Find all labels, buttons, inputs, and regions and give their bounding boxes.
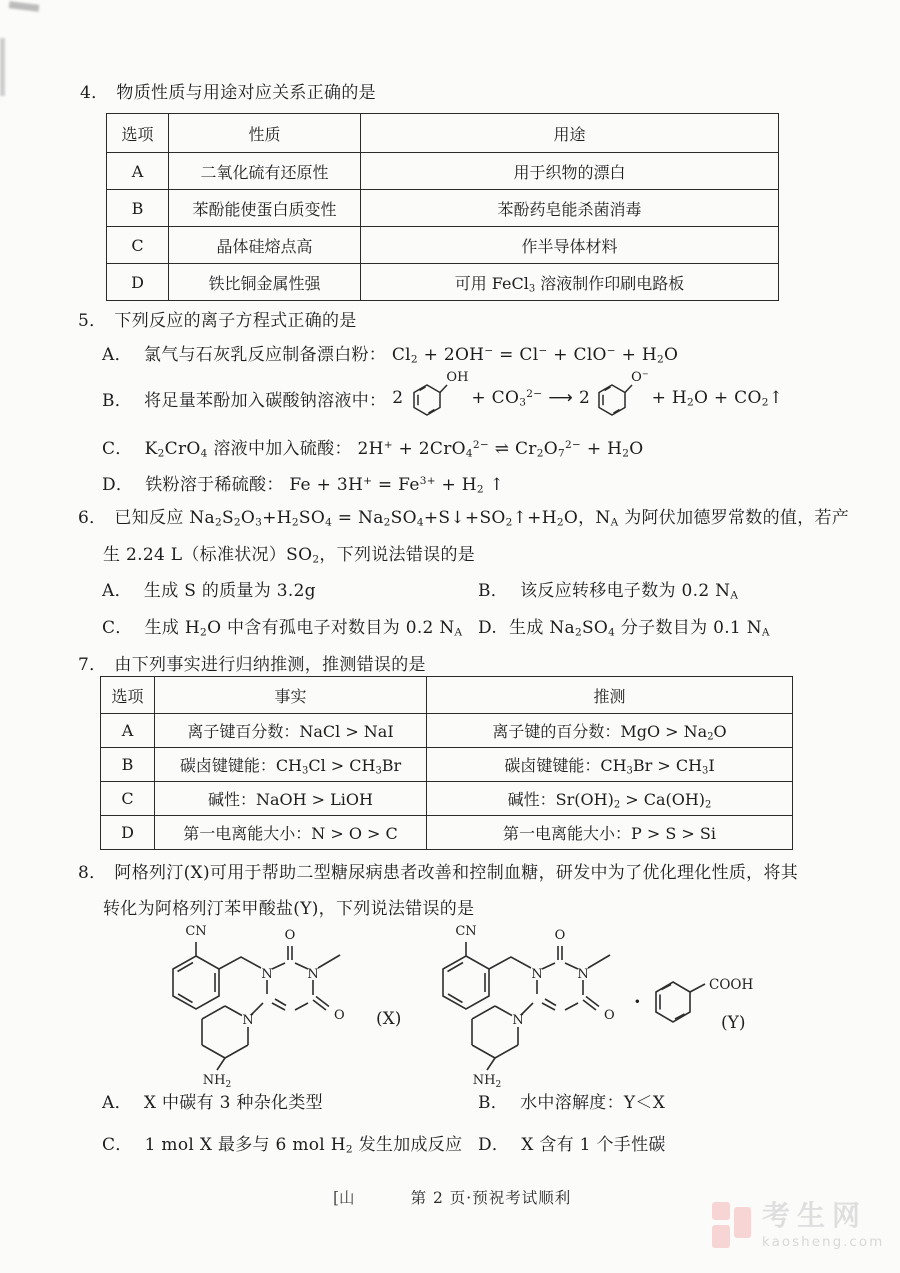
watermark-brand: 考生网 (762, 1199, 868, 1232)
option-label: C． (102, 1135, 133, 1155)
cell-fact: 第一电离能大小：N > O > C (155, 816, 427, 850)
molecule-y-structure (428, 918, 763, 1090)
question-text: 阿格列汀(X)可用于帮助二型糖尿病患者改善和控制血糖，研发中为了优化理化性质，将其 (114, 863, 799, 883)
molecule-x-label: (X) (376, 1009, 402, 1029)
option-label: D. (478, 618, 498, 638)
benzene-ring-icon (591, 374, 633, 422)
q5-option-c (102, 434, 643, 459)
q8-options-row2 (102, 1130, 666, 1155)
table-row (101, 782, 793, 816)
phenol-structure (406, 370, 470, 422)
cell-use: 作半导体材料 (361, 227, 779, 264)
question-5-title (78, 306, 357, 331)
q8-option-a (102, 1088, 478, 1113)
table-row (107, 264, 779, 301)
q8-options-row1 (102, 1088, 665, 1113)
option-text: 铁粉溶于稀硫酸： (145, 475, 284, 495)
question-number: 6． (78, 508, 107, 528)
q5-option-d (102, 470, 504, 495)
formula-fragment: + $H_2O$ + $CO_2↑$ (651, 388, 784, 409)
table-row (101, 714, 793, 748)
cell-option: D (107, 264, 169, 301)
option-label: C． (102, 618, 133, 638)
q6-option-d (478, 613, 770, 638)
q6-option-b (478, 576, 738, 601)
cell-use: 可用 FeCl$_3$ 溶液制作印刷电路板 (361, 264, 779, 301)
coefficient: 2 (392, 388, 404, 408)
table-row (101, 748, 793, 782)
option-text: 1 mol X 最多与 6 mol $H_2$ 发生加成反应 (144, 1135, 463, 1156)
cell-fact: 碳卤键键能：$CH_3Cl > CH_3Br$ (155, 748, 427, 782)
q8-option-b (478, 1088, 665, 1113)
formula-fragment: + $CO_3^{2-}$ (471, 388, 543, 409)
q5-option-a (102, 340, 678, 365)
header-option: 选项 (101, 677, 155, 714)
option-text: 将足量苯酚加入碳酸钠溶液中： (144, 390, 387, 411)
benzoic-acid-ring (656, 982, 705, 1022)
cell-use: 苯酚药皂能杀菌消毒 (361, 190, 779, 227)
option-text: 生成 $Na_2SO_4$ 分子数目为 0.1 $N_A$ (509, 618, 770, 639)
q4-property-use-table (106, 113, 779, 301)
table-row (107, 227, 779, 264)
ionic-equation: 2H+ + 2CrO$_4^{2-}$ ⇌ $Cr_2O_7^{2-} + H_2O$ (357, 439, 644, 460)
cell-property: 晶体硅熔点高 (169, 227, 361, 264)
option-text: 氯气与石灰乳反应制备漂白粉： (143, 345, 387, 365)
oxide-label: O− (631, 369, 649, 385)
option-label: B． (102, 390, 133, 411)
question-text: 物质性质与用途对应关系正确的是 (116, 83, 376, 103)
question-7-title (78, 650, 426, 675)
page-number-label: 第 2 页·预祝考试顺利 (410, 1189, 572, 1207)
header-fact: 事实 (155, 677, 427, 714)
question-text: 已知反应 $Na_2S_2O_3+H_2SO_4$ = $Na_2SO_4+S↓+SO_2↑+H_2O$，$N_A$ 为阿伏加德罗常数的值，若产 (114, 508, 850, 529)
question-text: 转化为阿格列汀苯甲酸盐(Y)，下列说法错误的是 (103, 899, 475, 919)
carboxyl-label: COOH (709, 977, 754, 993)
question-number: 4． (80, 83, 109, 103)
header-property: 性质 (169, 114, 361, 153)
q6-option-a (102, 576, 478, 601)
question-8-line2 (103, 894, 474, 919)
cell-option: B (107, 190, 169, 227)
molecule-y-label: (Y) (721, 1013, 746, 1033)
cell-option: C (101, 782, 155, 816)
cell-option: A (101, 714, 155, 748)
q6-options-row2 (102, 613, 770, 638)
ionic-equation: $Cl_2 + 2OH^- = Cl^- + ClO^- + H_2O$ (391, 345, 679, 366)
table-header-row (101, 677, 793, 714)
option-label: D． (102, 475, 134, 495)
question-6-line2 (103, 540, 475, 565)
option-text: 水中溶解度：Y＜X (520, 1093, 666, 1113)
option-text: $K_2CrO_4$ 溶液中加入硫酸： (144, 439, 352, 460)
header-inference: 推测 (427, 677, 793, 714)
table-row (107, 153, 779, 190)
cell-use: 用于织物的漂白 (361, 153, 779, 190)
cell-inference: 第一电离能大小：P > S > Si (427, 816, 793, 850)
hydroxyl-label: OH (446, 370, 469, 385)
cell-property: 铁比铜金属性强 (169, 264, 361, 301)
header-option: 选项 (107, 114, 169, 153)
page-footer (333, 1186, 571, 1208)
option-text: 该反应转移电子数为 0.2 $N_A$ (520, 581, 739, 602)
option-text: X 含有 1 个手性碳 (521, 1135, 666, 1155)
question-number: 7． (78, 655, 107, 675)
question-number: 8． (78, 863, 107, 883)
q6-option-c (102, 613, 478, 638)
watermark-domain: kaosheng.com (762, 1234, 885, 1250)
phenolate-structure (591, 369, 650, 422)
option-label: A． (102, 581, 132, 601)
reaction-arrow: ⟶ (548, 388, 574, 408)
cell-inference: 碱性：$Sr(OH)_2 > Ca(OH)_2$ (427, 782, 793, 816)
q7-fact-inference-table (100, 676, 793, 850)
option-label: B． (478, 1093, 509, 1113)
cell-inference: 碳卤键键能：$CH_3Br > CH_3I$ (427, 748, 793, 782)
option-label: D． (478, 1135, 510, 1155)
table-row (101, 816, 793, 850)
cell-inference: 离子键的百分数：MgO > $Na_2O$ (427, 714, 793, 748)
option-label: B． (478, 581, 509, 601)
q8-option-c (102, 1130, 478, 1155)
benzene-ring-icon (406, 374, 448, 422)
scan-mark-left-edge (0, 38, 5, 96)
question-text: 下列反应的离子方程式正确的是 (114, 311, 357, 331)
option-text: 生成 $H_2O$ 中含有孤电子对数目为 0.2 $N_A$ (144, 618, 463, 639)
kaosheng-watermark (712, 1199, 885, 1252)
footer-fragment: [山 (333, 1189, 355, 1207)
scan-smudge-top (9, 1, 40, 12)
cell-property: 二氧化硫有还原性 (169, 153, 361, 190)
option-text: 生成 S 的质量为 3.2g (143, 581, 316, 601)
q6-options-row1 (102, 576, 738, 601)
salt-dot: · (634, 991, 641, 1013)
q5-option-b (102, 368, 783, 428)
ionic-equation: $Fe + 3H^+ = Fe^{3+} + H_2$ ↑ (289, 475, 505, 496)
table-header-row (107, 114, 779, 153)
cell-option: A (107, 153, 169, 190)
coefficient: 2 (579, 388, 591, 408)
question-text: 由下列事实进行归纳推测，推测错误的是 (114, 655, 426, 675)
question-8-line1 (78, 858, 798, 883)
cell-property: 苯酚能使蛋白质变性 (169, 190, 361, 227)
table-row (107, 190, 779, 227)
q8-option-d (478, 1130, 666, 1155)
option-label: A． (102, 345, 132, 365)
cell-option: D (101, 816, 155, 850)
question-text: 生 2.24 L（标准状况）$SO_2$，下列说法错误的是 (103, 545, 476, 566)
question-6-line1 (78, 503, 849, 528)
cell-fact: 碱性：NaOH > LiOH (155, 782, 427, 816)
question-4-title (80, 78, 376, 103)
cell-option: B (101, 748, 155, 782)
option-label: C． (102, 439, 133, 459)
header-use: 用途 (361, 114, 779, 153)
option-label: A． (102, 1093, 132, 1113)
option-text: X 中碳有 3 种杂化类型 (143, 1093, 323, 1113)
kaosheng-logo-icon (712, 1202, 754, 1252)
cell-option: C (107, 227, 169, 264)
cell-fact: 离子键百分数：NaCl > NaI (155, 714, 427, 748)
molecule-x-structure (158, 918, 410, 1090)
question-number: 5． (78, 311, 107, 331)
